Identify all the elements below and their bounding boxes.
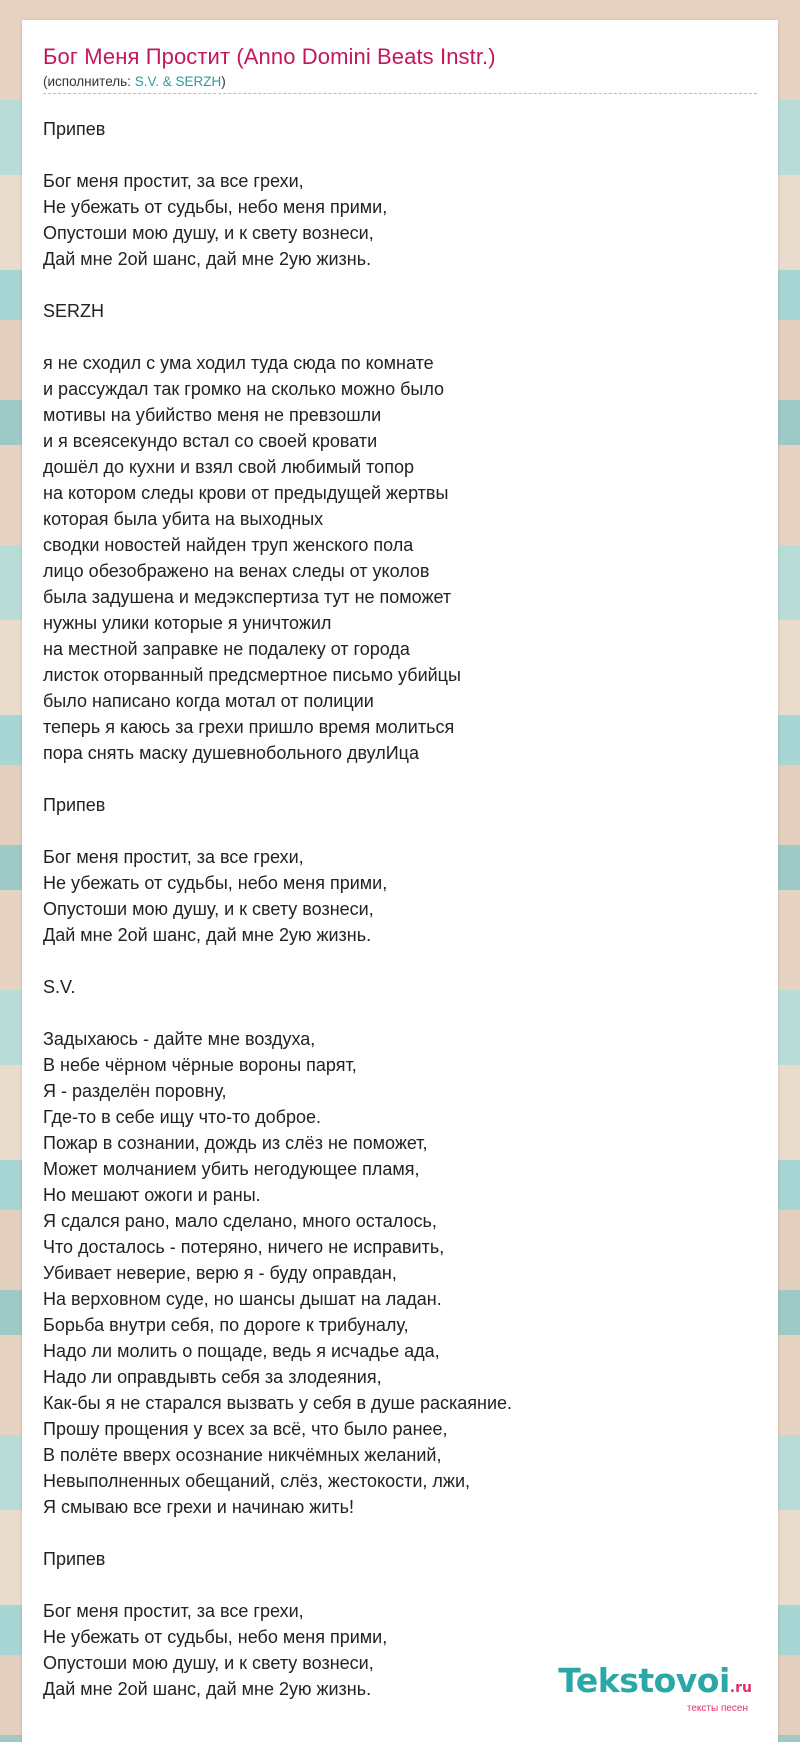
lyric-line: Может молчанием убить негодующее пламя, (43, 1159, 420, 1179)
lyric-line: пора снять маску душевнобольного двулИца (43, 743, 419, 763)
lyric-line: лицо обезображено на венах следы от уколов (43, 561, 430, 581)
lyric-line: теперь я каюсь за грехи пришло время молиться (43, 717, 455, 737)
lyric-line: Борьба внутри себя, по дороге к трибуналу, (43, 1315, 409, 1335)
stanza-heading (43, 1546, 757, 1572)
lyric-line: Задыхаюсь - дайте мне воздуха, (43, 1029, 316, 1049)
lyric-line: Надо ли молить о пощаде, ведь я исчадье ада, (43, 1341, 440, 1361)
lyric-line: Невыполненных обещаний, слёз, жестокости, лжи, (43, 1471, 471, 1491)
lyric-line: В полёте вверх осознание никчёмных желаний, (43, 1445, 442, 1465)
lyric-line: листок оторванный предсмертное письмо убийцы (43, 665, 461, 685)
lyric-line: Бог меня простит, за все грехи, (43, 1601, 304, 1621)
lyrics-body (43, 116, 757, 1728)
logo-tld: .ru (729, 1680, 752, 1696)
lyric-line: S.V. (43, 977, 76, 997)
lyric-line: Убивает неверие, верю я - буду оправдан, (43, 1263, 397, 1283)
title-divider (43, 93, 757, 94)
lyric-line: Надо ли оправдывть себя за злодеяния, (43, 1367, 382, 1387)
lyric-line: Я - разделён поровну, (43, 1081, 227, 1101)
lyric-line: и рассуждал так громко на сколько можно было (43, 379, 445, 399)
lyric-line: и я всеясекундо встал со своей кровати (43, 431, 378, 451)
lyric-line: Бог меня простит, за все грехи, (43, 847, 304, 867)
lyric-line: я не сходил с ума ходил туда сюда по комнате (43, 353, 434, 373)
stanza-heading (43, 792, 757, 818)
lyric-line: Опустоши мою душу, и к свету вознеси, (43, 1653, 374, 1673)
lyrics-stanza (43, 168, 757, 272)
lyric-line: мотивы на убийство меня не превзошли (43, 405, 382, 425)
lyric-line: SERZH (43, 301, 105, 321)
lyric-line: В небе чёрном чёрные вороны парят, (43, 1055, 357, 1075)
lyric-line: Как-бы я не старался вызвать у себя в душе раскаяние. (43, 1393, 513, 1413)
lyric-line: дошёл до кухни и взял свой любимый топор (43, 457, 414, 477)
lyric-line: сводки новостей найден труп женского пола (43, 535, 414, 555)
byline-suffix: ) (221, 74, 226, 89)
logo-name: Tekstovoi (558, 1661, 730, 1700)
byline-prefix: (исполнитель: (43, 74, 135, 89)
lyric-line: нужны улики которые я уничтожил (43, 613, 332, 633)
lyrics-sheet (22, 20, 778, 1742)
lyric-line: на местной заправке не подалеку от города (43, 639, 410, 659)
lyric-line: Припев (43, 1549, 106, 1569)
artist-link[interactable]: S.V. & SERZH (134, 74, 222, 89)
lyric-line: Не убежать от судьбы, небо меня прими, (43, 1627, 388, 1647)
lyric-line: Бог меня простит, за все грехи, (43, 171, 304, 191)
lyric-line: Опустоши мою душу, и к свету вознеси, (43, 899, 374, 919)
lyric-line: Прошу прощения у всех за всё, что было ранее, (43, 1419, 448, 1439)
lyric-line: которая была убита на выходных (43, 509, 324, 529)
lyric-line: было написано когда мотал от полиции (43, 691, 374, 711)
lyrics-stanza (43, 1026, 757, 1520)
lyric-line: Припев (43, 119, 106, 139)
lyric-line: Дай мне 2ой шанс, дай мне 2ую жизнь. (43, 249, 372, 269)
stanza-heading (43, 116, 757, 142)
lyric-line: Не убежать от судьбы, небо меня прими, (43, 197, 388, 217)
stanza-heading (43, 974, 757, 1000)
site-logo[interactable] (558, 1661, 752, 1714)
lyrics-stanza (43, 350, 757, 766)
artist-byline (43, 74, 226, 89)
lyric-line: Не убежать от судьбы, небо меня прими, (43, 873, 388, 893)
lyric-line: Пожар в сознании, дождь из слёз не поможет, (43, 1133, 428, 1153)
lyric-line: Что досталось - потеряно, ничего не исправить, (43, 1237, 445, 1257)
lyric-line: На верховном суде, но шансы дышат на ладан. (43, 1289, 442, 1309)
lyric-line: Припев (43, 795, 106, 815)
lyric-line: Где-то в себе ищу что-то доброе. (43, 1107, 321, 1127)
lyric-line: Дай мне 2ой шанс, дай мне 2ую жизнь. (43, 1679, 372, 1699)
lyric-line: на котором следы крови от предыдущей жертвы (43, 483, 449, 503)
lyric-line: Я сдался рано, мало сделано, много осталось, (43, 1211, 437, 1231)
stanza-heading (43, 298, 757, 324)
logo-tagline: тексты песен (686, 1703, 748, 1714)
song-title: Бог Меня Простит (Anno Domini Beats Instr.) (43, 44, 496, 69)
lyric-line: была задушена и медэкспертиза тут не поможет (43, 587, 452, 607)
lyric-line: Дай мне 2ой шанс, дай мне 2ую жизнь. (43, 925, 372, 945)
lyric-line: Но мешают ожоги и раны. (43, 1185, 261, 1205)
logo-wordmark (558, 1661, 752, 1705)
lyric-line: Опустоши мою душу, и к свету вознеси, (43, 223, 374, 243)
lyric-line: Я смываю все грехи и начинаю жить! (43, 1497, 355, 1517)
lyrics-stanza (43, 844, 757, 948)
